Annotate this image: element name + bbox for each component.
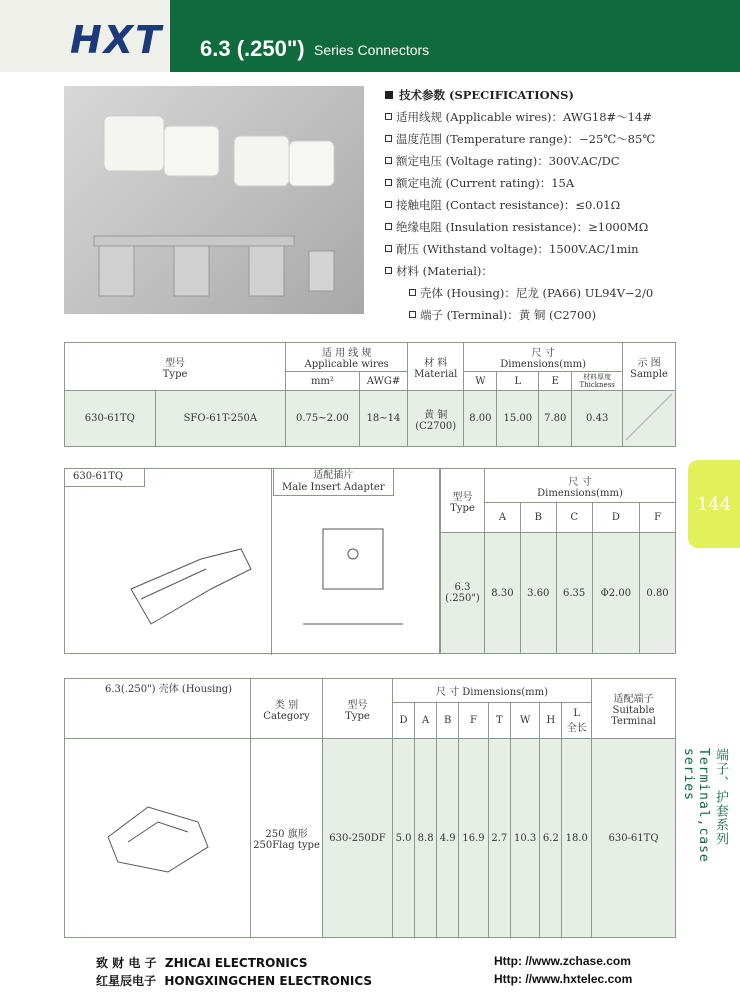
drawing-label: 630-61TQ [65, 469, 145, 487]
product-photo [64, 86, 364, 314]
housing-table: 6.3(.250") 壳体 (Housing) 类 别 Category 型号 Type 尺 寸 Dimensions(mm) 适配端子 Suitable Terminal D A B F T W H L 全长 250 旗形 250Flag type 630-250DF 5.0 8.8 4.9 16.9 2.7 10.3 6.2 18.0 630-61TQ [64, 678, 676, 938]
company-cn-1: 致 财 电 子 [96, 956, 157, 970]
page-title: 6.3 (.250") [200, 36, 305, 61]
page-subtitle: Series Connectors [314, 42, 430, 58]
series-label: 端子、护套系列 Terminal,case series [681, 748, 728, 863]
bullet-square-icon [385, 91, 393, 99]
connector-illustration [64, 86, 364, 314]
specifications [385, 84, 730, 326]
housing-illustration [98, 787, 218, 887]
company-cn-2: 红星辰电子 [96, 974, 157, 988]
checkbox-icon [409, 311, 416, 318]
terminal-drawing [121, 529, 261, 639]
dimensions-table: 型号 Type 尺 寸 Dimensions(mm) A B C D F 6.3 (.250") 8.30 3.60 6.35 Φ2.00 0.80 [440, 468, 676, 654]
terminal-table: 型号 Type 适 用 线 规 Applicable wires 材 料 Material 尺 寸 Dimensions(mm) 示 图 Sample mm² AWG# W L E 材料厚度 Thickness 630-61TQ SFO-61T-250A 0.75~2.00 18~14 黄 铜 (C2700) 8.00 15.00 7.80 0.43 [64, 342, 676, 447]
footer [0, 944, 740, 1004]
spec-item: 额定电压 (Voltage rating)：300V.AC/DC [385, 150, 730, 172]
adapter-drawing [293, 509, 423, 639]
table-row: 630-61TQ SFO-61T-250A 0.75~2.00 18~14 黄 铜 (C2700) 8.00 15.00 7.80 0.43 [65, 391, 676, 447]
page-number-tab: 144 [688, 460, 740, 548]
checkbox-icon [385, 113, 392, 120]
table-row: 250 旗形 250Flag type 630-250DF 5.0 8.8 4.9 16.9 2.7 10.3 6.2 18.0 630-61TQ [65, 739, 676, 938]
checkbox-icon [409, 289, 416, 296]
specs-heading: 技术参数 (SPECIFICATIONS) [399, 88, 574, 102]
spec-item: 温度范围 (Temperature range)：−25℃～85℃ [385, 128, 730, 150]
checkbox-icon [385, 157, 392, 164]
website-link-1[interactable]: Http: //www.zchase.com [494, 954, 631, 968]
checkbox-icon [385, 223, 392, 230]
sample-image [623, 391, 676, 447]
company-en-1: ZHICAI ELECTRONICS [164, 956, 308, 970]
checkbox-icon [385, 135, 392, 142]
checkbox-icon [385, 267, 392, 274]
header-banner [170, 0, 740, 72]
brand-logo: HXT [70, 18, 164, 62]
header-logo-area [0, 0, 170, 72]
spec-subitem: 端子 (Terminal)：黄 铜 (C2700) [385, 304, 730, 326]
spec-item: 绝缘电阻 (Insulation resistance)：≥1000MΩ [385, 216, 730, 238]
drawing-panel [64, 468, 440, 654]
checkbox-icon [385, 201, 392, 208]
spec-item: 材料 (Material)： [385, 260, 730, 282]
website-link-2[interactable]: Http: //www.hxtelec.com [494, 972, 633, 986]
spec-subitem: 壳体 (Housing)：尼龙 (PA66) UL94V−2/0 [385, 282, 730, 304]
adapter-label: 适配插片 Male Insert Adapter [273, 469, 394, 496]
checkbox-icon [385, 245, 392, 252]
table-row: 6.3 (.250") 8.30 3.60 6.35 Φ2.00 0.80 [441, 533, 676, 654]
company-en-2: HONGXINGCHEN ELECTRONICS [164, 974, 373, 988]
spec-item: 额定电流 (Current rating)：15A [385, 172, 730, 194]
spec-item: 耐压 (Withstand voltage)：1500V.AC/1min [385, 238, 730, 260]
spec-item: 接触电阻 (Contact resistance)：≤0.01Ω [385, 194, 730, 216]
housing-drawing [65, 739, 251, 938]
checkbox-icon [385, 179, 392, 186]
spec-item: 适用线规 (Applicable wires)：AWG18#～14# [385, 106, 730, 128]
